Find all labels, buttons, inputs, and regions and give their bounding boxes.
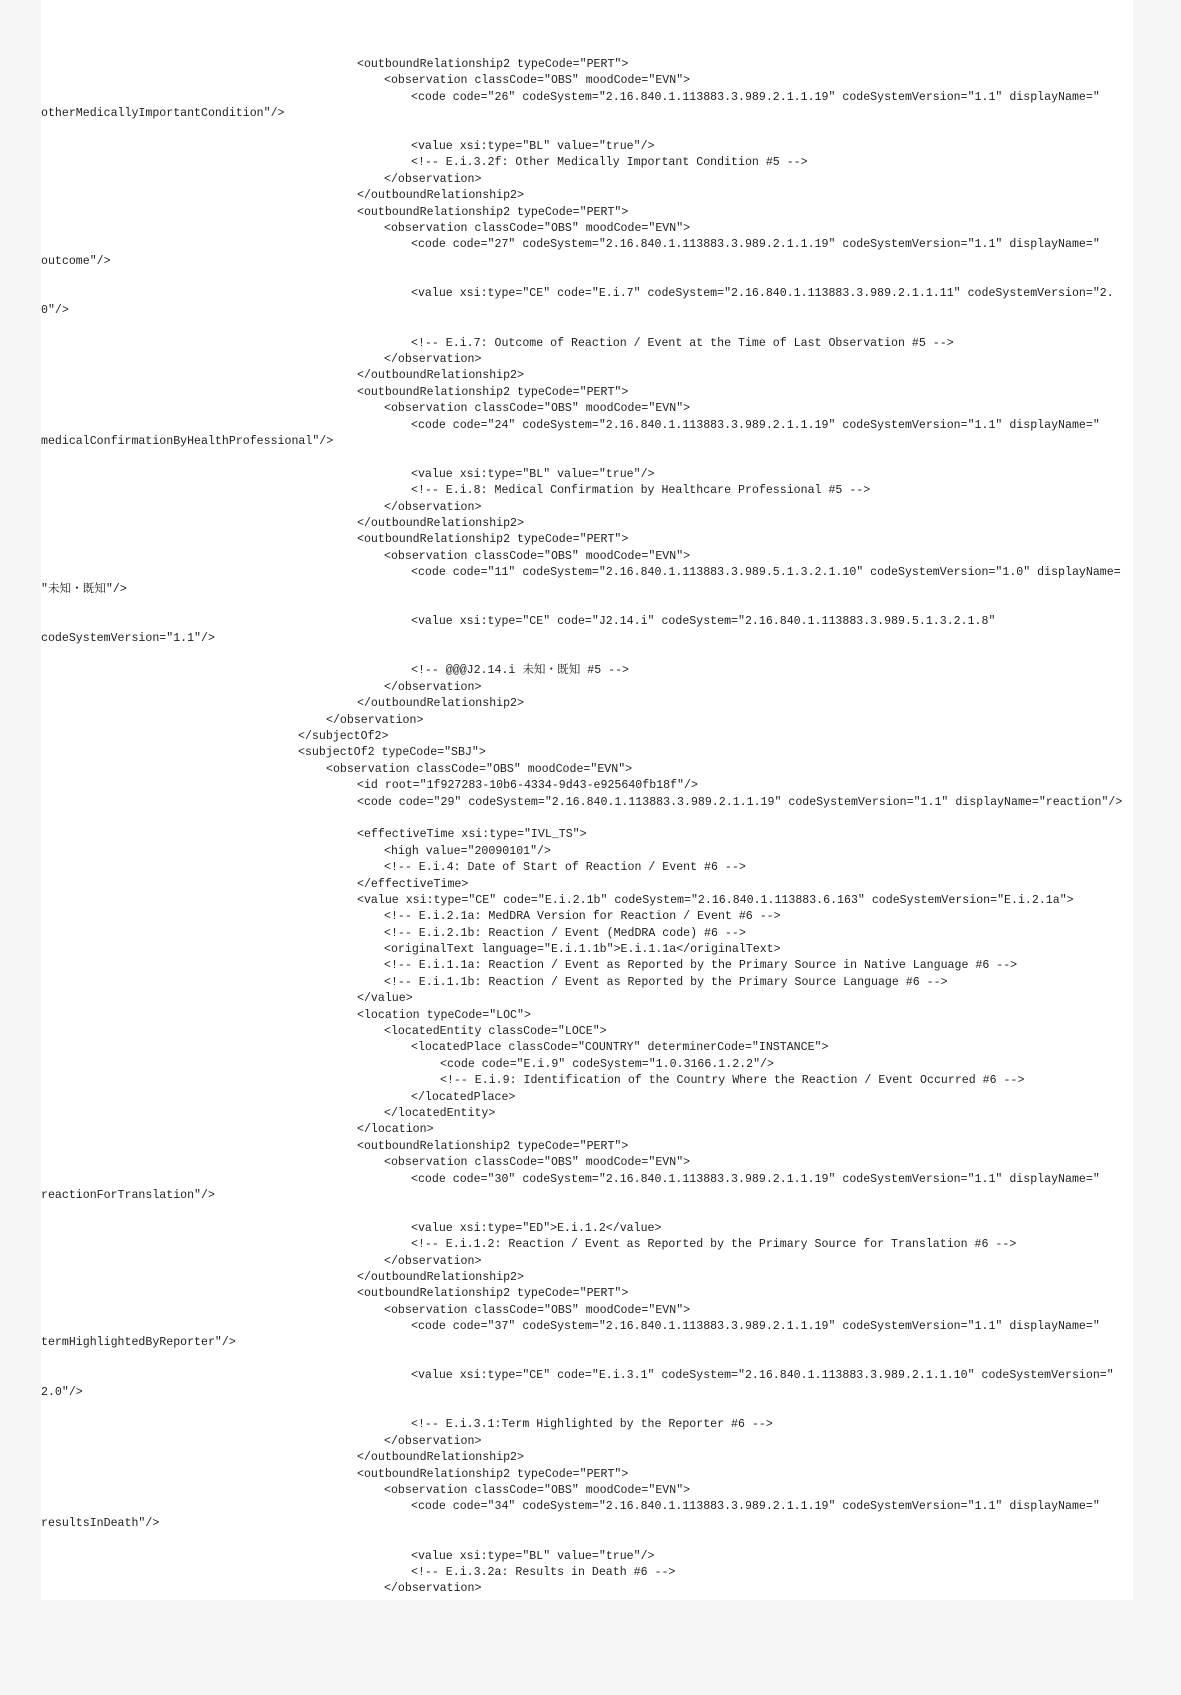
code-line: </outboundRelationship2> xyxy=(357,369,524,383)
code-line: codeSystemVersion="1.1"/> xyxy=(41,631,215,645)
code-line: <value xsi:type="CE" code="E.i.7" codeSystem="2.16.840.1.113883.3.989.2.1.1.11" codeSystemVersion="2. xyxy=(411,287,1114,301)
code-line: otherMedicallyImportantCondition"/> xyxy=(41,107,285,121)
blank-line xyxy=(0,647,1181,663)
code-line: <!-- E.i.9: Identification of the Country Where the Reaction / Event Occurred #6 --> xyxy=(440,1074,1025,1088)
code-line: <outboundRelationship2 typeCode="PERT"> xyxy=(357,1287,629,1301)
code-line: <!-- @@@J2.14.i 未知・既知 #5 --> xyxy=(411,664,629,678)
xml-code-listing xyxy=(0,57,1181,1598)
blank-line xyxy=(0,450,1181,466)
code-line: <code code="24" codeSystem="2.16.840.1.113883.3.989.2.1.1.19" codeSystemVersion="1.1" displayName=" xyxy=(411,418,1100,432)
code-line: <subjectOf2 typeCode="SBJ"> xyxy=(298,746,486,760)
code-line: </locatedEntity> xyxy=(384,1107,496,1120)
code-line: <value xsi:type="CE" code="J2.14.i" codeSystem="2.16.840.1.113883.3.989.5.1.3.2.1.8" xyxy=(411,615,996,629)
code-line: <observation classCode="OBS" moodCode="EVN"> xyxy=(384,402,691,416)
blank-line xyxy=(0,319,1181,335)
code-line: </outboundRelationship2> xyxy=(357,1270,524,1284)
code-line: <value xsi:type="BL" value="true"/> xyxy=(411,1549,655,1563)
blank-line xyxy=(0,1532,1181,1548)
blank-line xyxy=(0,598,1181,614)
code-line: <code code="26" codeSystem="2.16.840.1.113883.3.989.2.1.1.19" codeSystemVersion="1.1" displayName=" xyxy=(411,90,1100,104)
code-line: <!-- E.i.3.1:Term Highlighted by the Reporter #6 --> xyxy=(411,1418,773,1432)
code-line: <observation classCode="OBS" moodCode="EVN"> xyxy=(384,221,691,235)
code-line: </effectiveTime> xyxy=(357,877,469,891)
code-line: <!-- E.i.1.1b: Reaction / Event as Reported by the Primary Source Language #6 --> xyxy=(384,975,948,989)
code-line: <outboundRelationship2 typeCode="PERT"> xyxy=(357,385,629,399)
code-line: <!-- E.i.3.2f: Other Medically Important Condition #5 --> xyxy=(411,156,808,170)
code-line: <observation classCode="OBS" moodCode="EVN"> xyxy=(384,549,691,563)
blank-line xyxy=(0,811,1181,827)
code-line: <observation classCode="OBS" moodCode="EVN"> xyxy=(384,1483,691,1497)
code-line: <outboundRelationship2 typeCode="PERT"> xyxy=(357,1467,629,1481)
code-line: <id root="1f927283-10b6-4334-9d43-e925640fb18f"/> xyxy=(357,779,698,793)
code-line: </observation> xyxy=(384,1582,482,1596)
code-line: </observation> xyxy=(384,172,482,186)
code-line: resultsInDeath"/> xyxy=(41,1516,160,1530)
code-line: <value xsi:type="BL" value="true"/> xyxy=(411,139,655,153)
blank-line xyxy=(0,123,1181,139)
code-line: </value> xyxy=(357,992,413,1006)
code-line: <!-- E.i.4: Date of Start of Reaction / Event #6 --> xyxy=(384,861,746,875)
blank-line xyxy=(0,1204,1181,1220)
code-line: <value xsi:type="BL" value="true"/> xyxy=(411,467,655,481)
code-line: <originalText language="E.i.1.1b">E.i.1.1a</originalText> xyxy=(384,943,781,957)
code-line: <outboundRelationship2 typeCode="PERT"> xyxy=(357,58,629,71)
code-line: <location typeCode="LOC"> xyxy=(357,1008,531,1022)
code-line: </observation> xyxy=(384,353,482,367)
code-line: <observation classCode="OBS" moodCode="EVN"> xyxy=(384,1156,691,1170)
code-line: 2.0"/> xyxy=(41,1385,83,1399)
code-line: termHighlightedByReporter"/> xyxy=(41,1336,236,1350)
code-line: <value xsi:type="CE" code="E.i.2.1b" codeSystem="2.16.840.1.113883.6.163" codeSystemVersion="E.i.2.1a"> xyxy=(357,893,1074,907)
code-line: </subjectOf2> xyxy=(298,730,389,744)
code-line: <code code="11" codeSystem="2.16.840.1.113883.3.989.5.1.3.2.1.10" codeSystemVersion="1.0" displayName= xyxy=(411,566,1121,580)
code-line: outcome"/> xyxy=(41,254,111,268)
code-line: <!-- E.i.3.2a: Results in Death #6 --> xyxy=(411,1565,676,1579)
code-line: medicalConfirmationByHealthProfessional"/> xyxy=(41,434,334,448)
code-line: <code code="E.i.9" codeSystem="1.0.3166.1.2.2"/> xyxy=(440,1057,774,1071)
code-line: <!-- E.i.7: Outcome of Reaction / Event at the Time of Last Observation #5 --> xyxy=(411,336,954,350)
code-line: <observation classCode="OBS" moodCode="EVN"> xyxy=(384,74,691,88)
code-line: <observation classCode="OBS" moodCode="EVN"> xyxy=(384,1303,691,1317)
code-line: <value xsi:type="ED">E.i.1.2</value> xyxy=(411,1221,662,1235)
code-line: </outboundRelationship2> xyxy=(357,697,524,711)
code-line: <outboundRelationship2 typeCode="PERT"> xyxy=(357,205,629,219)
code-line: </observation> xyxy=(384,500,482,514)
code-line: <code code="27" codeSystem="2.16.840.1.113883.3.989.2.1.1.19" codeSystemVersion="1.1" displayName=" xyxy=(411,238,1100,252)
code-line: <locatedPlace classCode="COUNTRY" determinerCode="INSTANCE"> xyxy=(411,1041,829,1055)
code-line: <locatedEntity classCode="LOCE"> xyxy=(384,1025,607,1039)
code-line: </outboundRelationship2> xyxy=(357,189,524,203)
code-line: <code code="34" codeSystem="2.16.840.1.113883.3.989.2.1.1.19" codeSystemVersion="1.1" displayName=" xyxy=(411,1500,1100,1514)
code-line: <observation classCode="OBS" moodCode="EVN"> xyxy=(326,762,633,776)
code-line: <!-- E.i.8: Medical Confirmation by Healthcare Professional #5 --> xyxy=(411,484,871,498)
code-line: </observation> xyxy=(326,713,424,727)
blank-line xyxy=(0,1352,1181,1368)
code-line: <!-- E.i.2.1b: Reaction / Event (MedDRA code) #6 --> xyxy=(384,926,746,940)
blank-line xyxy=(0,1401,1181,1417)
code-line: <value xsi:type="CE" code="E.i.3.1" codeSystem="2.16.840.1.113883.3.989.2.1.1.10" codeSystemVersion=" xyxy=(411,1369,1114,1383)
code-line: "未知・既知"/> xyxy=(41,582,127,596)
code-line: 0"/> xyxy=(41,303,69,317)
code-line: </location> xyxy=(357,1123,434,1137)
code-line: <!-- E.i.2.1a: MedDRA Version for Reaction / Event #6 --> xyxy=(384,910,781,924)
code-line: </observation> xyxy=(384,1254,482,1268)
code-line: </outboundRelationship2> xyxy=(357,516,524,530)
code-line: <code code="30" codeSystem="2.16.840.1.113883.3.989.2.1.1.19" codeSystemVersion="1.1" displayName=" xyxy=(411,1172,1100,1186)
code-line: <effectiveTime xsi:type="IVL_TS"> xyxy=(357,828,587,842)
code-line: <outboundRelationship2 typeCode="PERT"> xyxy=(357,533,629,547)
code-line: <high value="20090101"/> xyxy=(384,844,551,858)
code-line: reactionForTranslation"/> xyxy=(41,1188,215,1202)
code-line: </outboundRelationship2> xyxy=(357,1451,524,1465)
code-line: <!-- E.i.1.2: Reaction / Event as Reported by the Primary Source for Translation #6 --> xyxy=(411,1238,1017,1252)
code-line: <code code="29" codeSystem="2.16.840.1.113883.3.989.2.1.1.19" codeSystemVersion="1.1" displayName="reaction"/> xyxy=(357,795,1123,809)
code-line: </observation> xyxy=(384,680,482,694)
blank-line xyxy=(0,270,1181,286)
code-line: <code code="37" codeSystem="2.16.840.1.113883.3.989.2.1.1.19" codeSystemVersion="1.1" displayName=" xyxy=(411,1320,1100,1334)
code-line: </observation> xyxy=(384,1434,482,1448)
code-line: <!-- E.i.1.1a: Reaction / Event as Reported by the Primary Source in Native Language #6 --> xyxy=(384,959,1018,973)
code-line: </locatedPlace> xyxy=(411,1090,516,1104)
code-line: <outboundRelationship2 typeCode="PERT"> xyxy=(357,1139,629,1153)
